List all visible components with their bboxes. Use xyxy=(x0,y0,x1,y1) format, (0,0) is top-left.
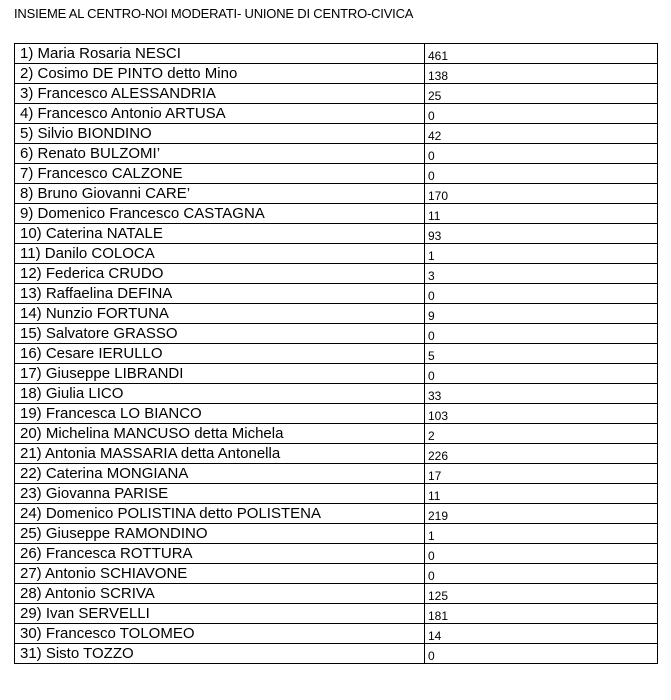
candidate-votes: 0 xyxy=(425,104,658,124)
candidate-votes: 0 xyxy=(425,544,658,564)
candidate-name: 4) Francesco Antonio ARTUSA xyxy=(15,104,425,124)
table-row xyxy=(15,404,658,424)
document-title: INSIEME AL CENTRO-NOI MODERATI- UNIONE DI CENTRO-CIVICA xyxy=(14,6,414,21)
table-row xyxy=(15,344,658,364)
candidate-votes: 0 xyxy=(425,644,658,664)
candidate-name: 11) Danilo COLOCA xyxy=(15,244,425,264)
candidate-votes: 219 xyxy=(425,504,658,524)
table-row xyxy=(15,424,658,444)
candidate-votes: 103 xyxy=(425,404,658,424)
candidate-name: 18) Giulia LICO xyxy=(15,384,425,404)
table-row xyxy=(15,84,658,104)
candidate-votes: 0 xyxy=(425,364,658,384)
candidate-votes: 125 xyxy=(425,584,658,604)
table-row xyxy=(15,224,658,244)
candidate-votes: 11 xyxy=(425,484,658,504)
table-row xyxy=(15,264,658,284)
candidate-name: 31) Sisto TOZZO xyxy=(15,644,425,664)
table-row xyxy=(15,564,658,584)
candidate-votes: 5 xyxy=(425,344,658,364)
candidate-name: 24) Domenico POLISTINA detto POLISTENA xyxy=(15,504,425,524)
candidate-name: 15) Salvatore GRASSO xyxy=(15,324,425,344)
candidate-votes: 2 xyxy=(425,424,658,444)
candidate-votes: 170 xyxy=(425,184,658,204)
table-row xyxy=(15,444,658,464)
candidate-name: 2) Cosimo DE PINTO detto Mino xyxy=(15,64,425,84)
candidate-votes: 14 xyxy=(425,624,658,644)
candidate-name: 6) Renato BULZOMI’ xyxy=(15,144,425,164)
table-row xyxy=(15,244,658,264)
candidate-votes: 0 xyxy=(425,144,658,164)
candidate-votes: 461 xyxy=(425,44,658,64)
candidate-votes: 93 xyxy=(425,224,658,244)
table-row xyxy=(15,104,658,124)
candidate-votes: 0 xyxy=(425,164,658,184)
table-row xyxy=(15,184,658,204)
candidate-votes: 42 xyxy=(425,124,658,144)
candidate-name: 22) Caterina MONGIANA xyxy=(15,464,425,484)
candidate-name: 10) Caterina NATALE xyxy=(15,224,425,244)
table-row xyxy=(15,644,658,664)
candidate-name: 27) Antonio SCHIAVONE xyxy=(15,564,425,584)
candidate-name: 17) Giuseppe LIBRANDI xyxy=(15,364,425,384)
candidate-name: 28) Antonio SCRIVA xyxy=(15,584,425,604)
candidate-name: 13) Raffaelina DEFINA xyxy=(15,284,425,304)
candidate-name: 23) Giovanna PARISE xyxy=(15,484,425,504)
candidate-name: 14) Nunzio FORTUNA xyxy=(15,304,425,324)
candidate-votes: 11 xyxy=(425,204,658,224)
candidate-name: 19) Francesca LO BIANCO xyxy=(15,404,425,424)
candidate-votes: 1 xyxy=(425,244,658,264)
table-row xyxy=(15,504,658,524)
candidate-name: 20) Michelina MANCUSO detta Michela xyxy=(15,424,425,444)
candidate-name: 25) Giuseppe RAMONDINO xyxy=(15,524,425,544)
candidate-votes: 1 xyxy=(425,524,658,544)
table-row xyxy=(15,64,658,84)
table-row xyxy=(15,324,658,344)
candidate-name: 3) Francesco ALESSANDRIA xyxy=(15,84,425,104)
table-row xyxy=(15,124,658,144)
candidate-name: 5) Silvio BIONDINO xyxy=(15,124,425,144)
candidates-table-body xyxy=(15,44,658,664)
candidate-votes: 0 xyxy=(425,324,658,344)
candidate-votes: 3 xyxy=(425,264,658,284)
table-row xyxy=(15,464,658,484)
table-row xyxy=(15,44,658,64)
table-row xyxy=(15,364,658,384)
table-row xyxy=(15,164,658,184)
table-row xyxy=(15,584,658,604)
table-row xyxy=(15,204,658,224)
table-row xyxy=(15,544,658,564)
candidate-name: 1) Maria Rosaria NESCI xyxy=(15,44,425,64)
candidate-votes: 226 xyxy=(425,444,658,464)
table-row xyxy=(15,384,658,404)
candidate-votes: 33 xyxy=(425,384,658,404)
candidate-votes: 0 xyxy=(425,564,658,584)
table-row xyxy=(15,144,658,164)
candidate-votes: 25 xyxy=(425,84,658,104)
candidate-name: 26) Francesca ROTTURA xyxy=(15,544,425,564)
candidate-name: 21) Antonia MASSARIA detta Antonella xyxy=(15,444,425,464)
candidate-name: 8) Bruno Giovanni CARE’ xyxy=(15,184,425,204)
candidate-votes: 17 xyxy=(425,464,658,484)
candidate-name: 30) Francesco TOLOMEO xyxy=(15,624,425,644)
candidate-name: 16) Cesare IERULLO xyxy=(15,344,425,364)
candidate-votes: 9 xyxy=(425,304,658,324)
candidate-name: 29) Ivan SERVELLI xyxy=(15,604,425,624)
table-row xyxy=(15,624,658,644)
table-row xyxy=(15,604,658,624)
candidate-votes: 181 xyxy=(425,604,658,624)
table-row xyxy=(15,484,658,504)
table-row xyxy=(15,524,658,544)
candidate-votes: 0 xyxy=(425,284,658,304)
candidates-table xyxy=(14,43,658,664)
candidate-name: 7) Francesco CALZONE xyxy=(15,164,425,184)
table-row xyxy=(15,284,658,304)
candidate-name: 9) Domenico Francesco CASTAGNA xyxy=(15,204,425,224)
candidate-name: 12) Federica CRUDO xyxy=(15,264,425,284)
table-row xyxy=(15,304,658,324)
candidate-votes: 138 xyxy=(425,64,658,84)
